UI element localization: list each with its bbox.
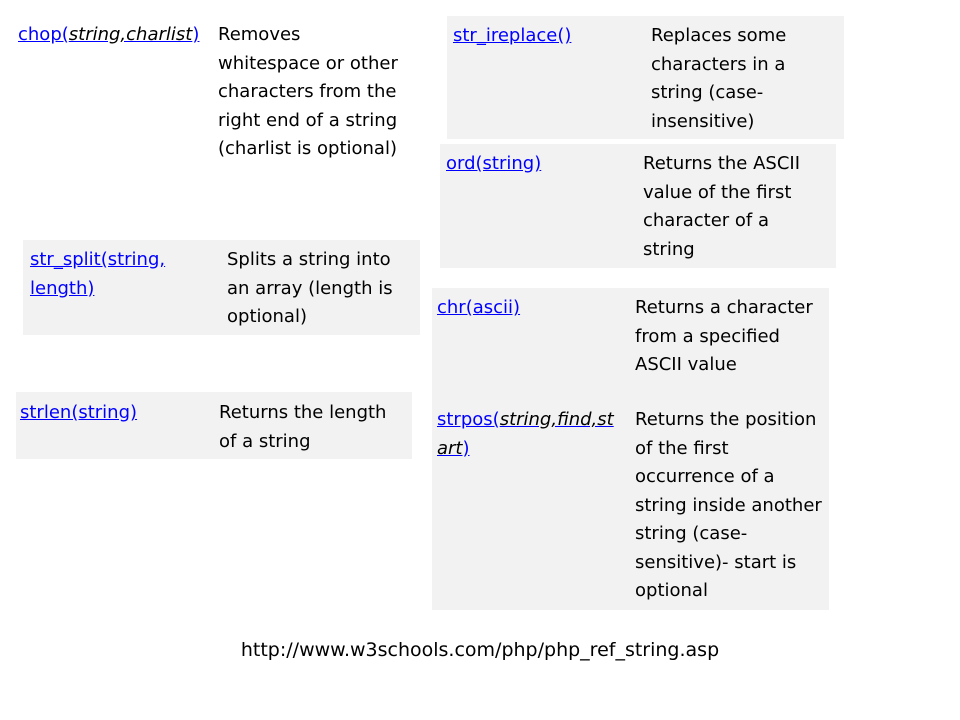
function-card-str-split	[23, 240, 420, 335]
function-args: string,find,start	[437, 409, 614, 459]
function-card-chop	[13, 16, 413, 196]
function-name-cell	[30, 246, 210, 303]
function-name-cell	[446, 150, 636, 179]
function-card-strpos	[432, 396, 829, 610]
function-description: Returns the position of the first occurrence of a string inside another string (case-sensitive)- start is optional	[635, 409, 822, 601]
function-name-cell	[20, 399, 210, 428]
function-card-str-ireplace	[447, 16, 844, 139]
function-link-strlen[interactable]: strlen(string)	[20, 402, 138, 423]
function-link-str-ireplace[interactable]: str_ireplace()	[453, 25, 572, 46]
function-link-chop[interactable]	[18, 24, 199, 45]
function-link-str-split[interactable]: str_split(string, length)	[30, 249, 166, 299]
function-link-chr[interactable]: chr(ascii)	[437, 297, 521, 318]
function-close-paren: )	[462, 437, 470, 459]
function-link-strpos[interactable]	[437, 409, 614, 459]
function-description: Removes whitespace or other characters from the right end of a string (charlist is optional)	[218, 24, 398, 159]
source-url: http://www.w3schools.com/php/php_ref_string.asp	[240, 639, 720, 661]
function-description: Splits a string into an array (length is optional)	[227, 249, 393, 327]
function-name-cell	[437, 406, 622, 463]
function-close-paren: )	[192, 24, 200, 45]
function-name-cell	[437, 294, 627, 323]
function-name-cell	[18, 21, 212, 50]
function-args: string,charlist	[68, 24, 193, 45]
function-card-ord	[440, 144, 836, 268]
function-description: Replaces some characters in a string (case-insensitive)	[651, 25, 787, 132]
function-name: chop(	[18, 24, 69, 45]
function-name-cell	[453, 22, 643, 51]
function-description: Returns the ASCII value of the first character of a string	[643, 153, 801, 260]
function-description: Returns a character from a specified ASCII value	[635, 297, 813, 375]
function-card-strlen	[16, 392, 412, 459]
function-card-chr	[432, 288, 829, 396]
function-description: Returns the length of a string	[219, 402, 387, 452]
function-name: strpos(	[437, 409, 500, 430]
function-link-ord[interactable]: ord(string)	[446, 153, 542, 174]
